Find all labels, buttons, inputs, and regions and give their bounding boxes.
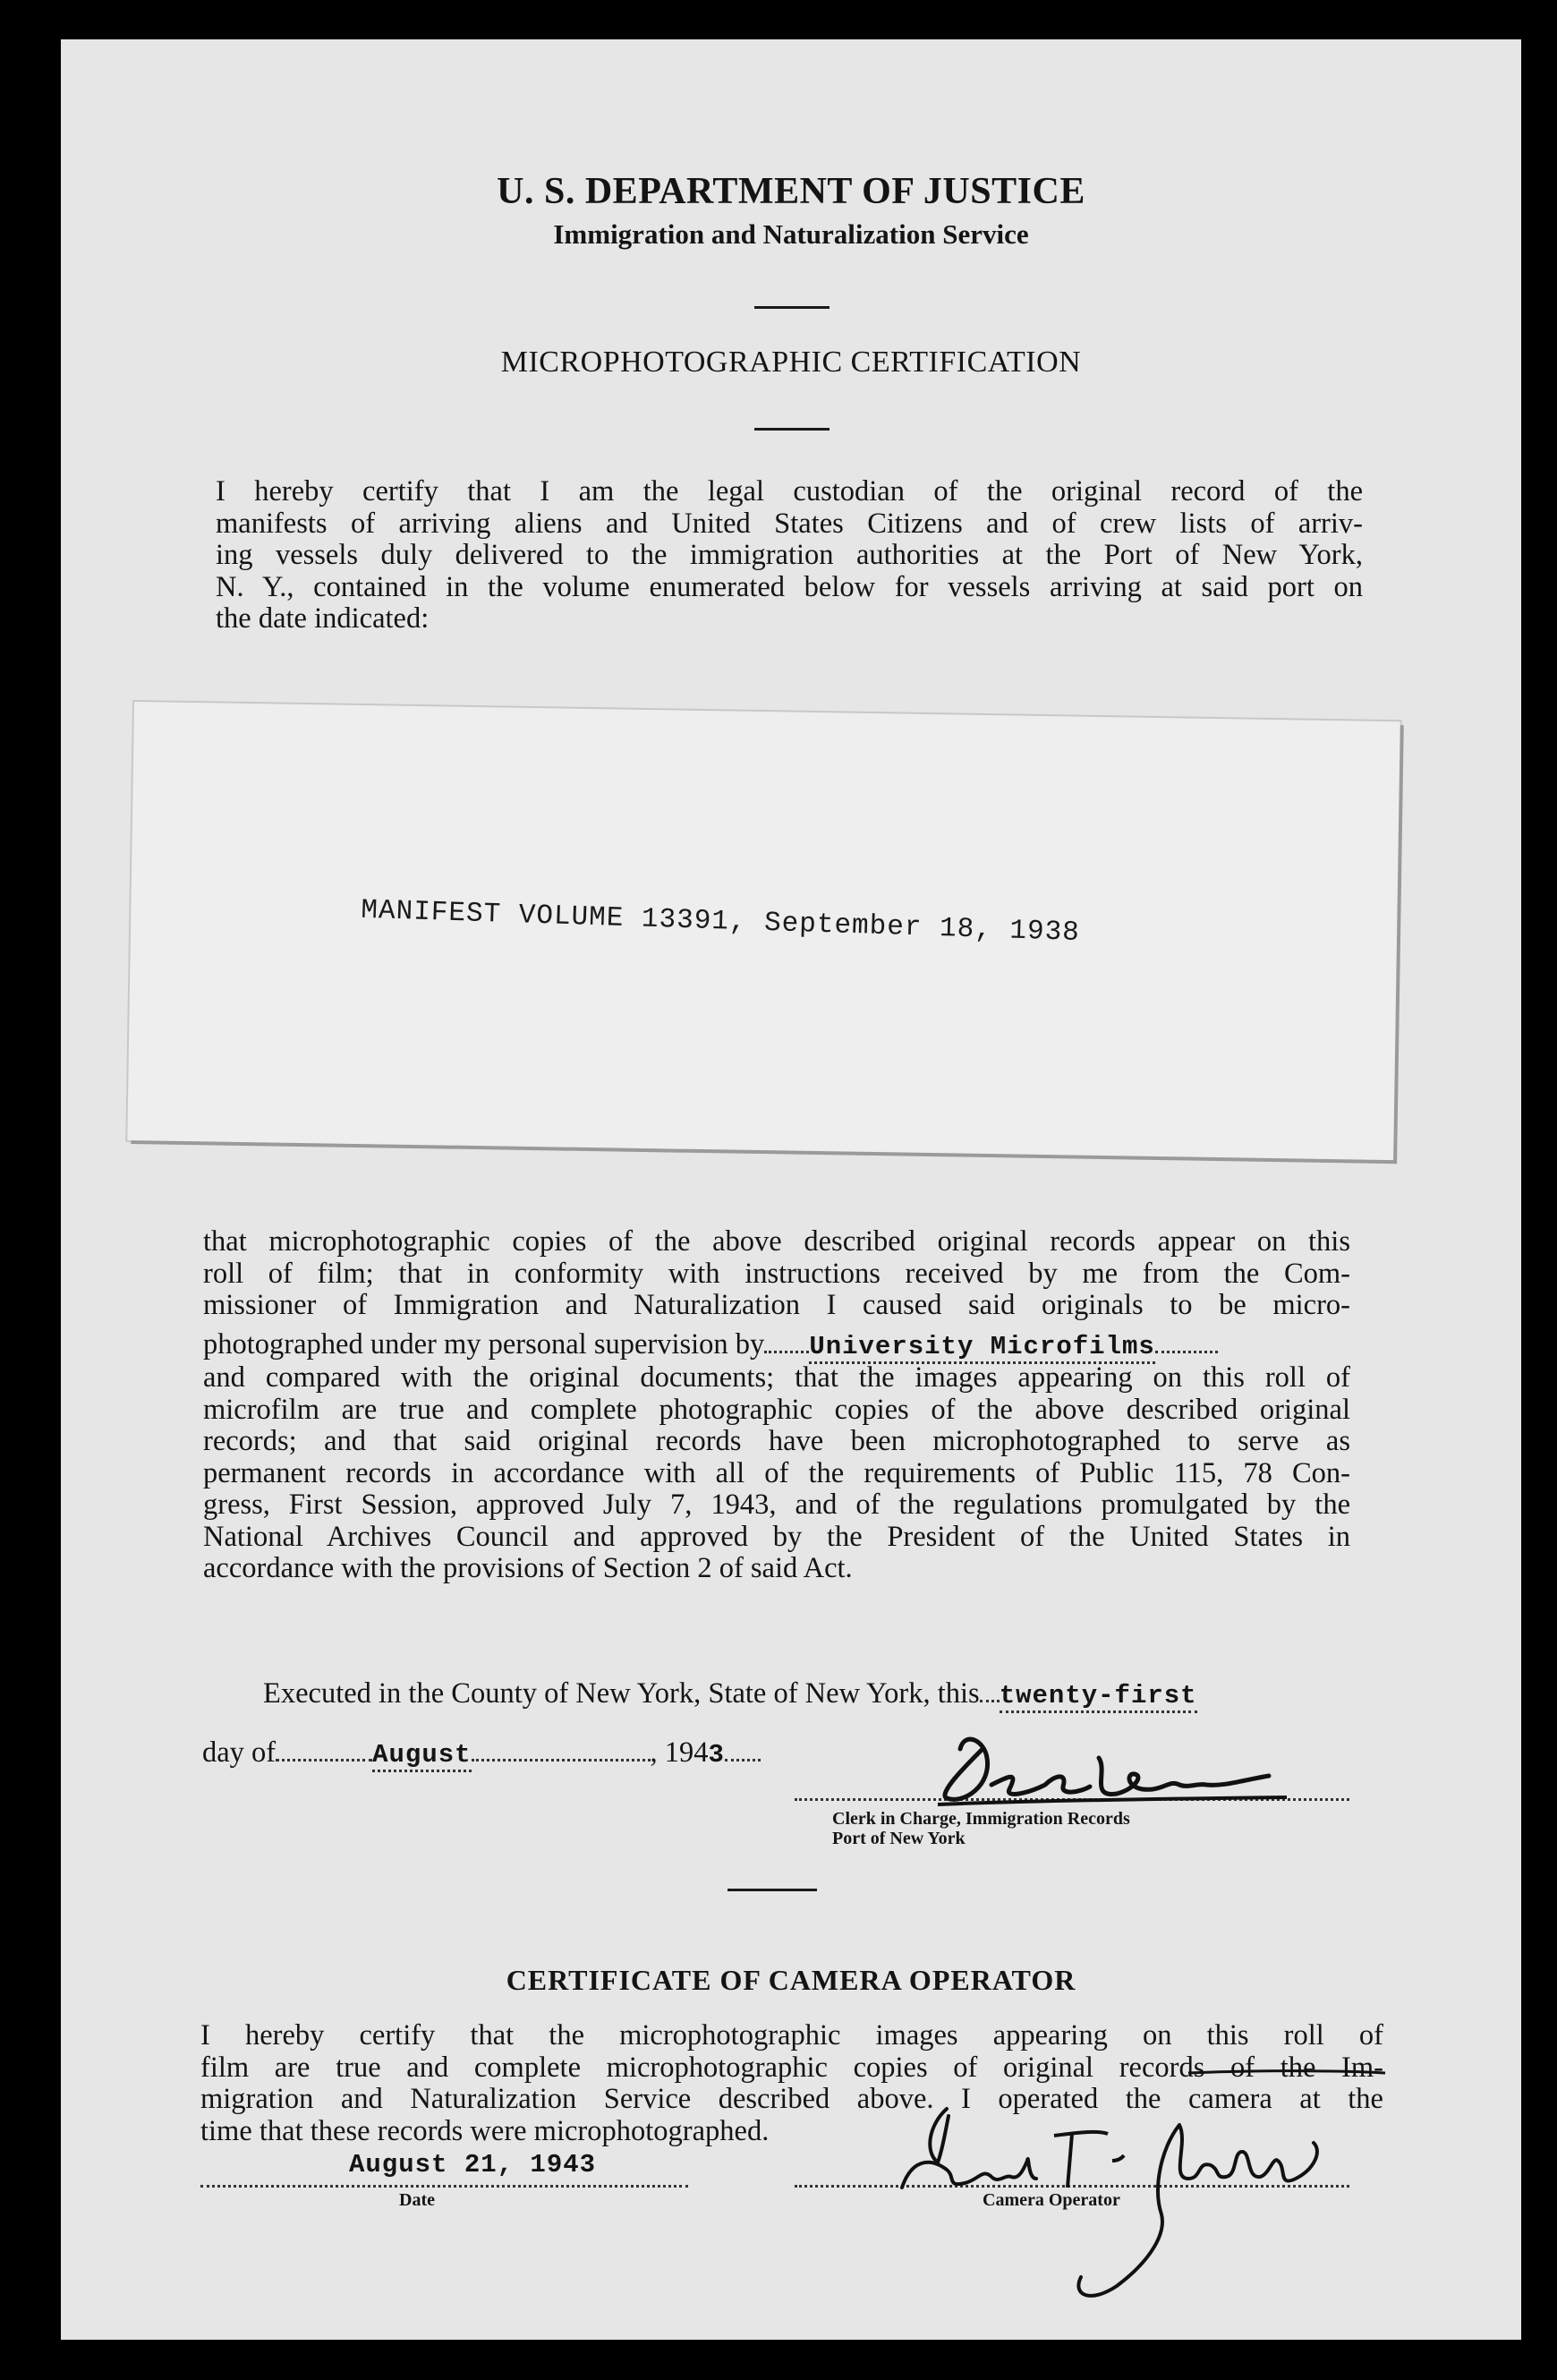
camera-operator-label: Camera Operator (983, 2190, 1120, 2210)
execution-year-digit: 3 (708, 1740, 725, 1770)
body-line: gress, First Session, approved July 7, 1943, and of the regulations promulgated by the (203, 1489, 1350, 1521)
body-line: missioner of Immigration and Naturalization I caused said originals to be micro- (203, 1289, 1350, 1321)
clerk-signature (911, 1722, 1305, 1821)
intro-line: manifests of arriving aliens and United States Citizens and of crew lists of arriv- (216, 507, 1363, 540)
body-line: National Archives Council and approved by the President of the United States in (203, 1520, 1350, 1553)
department-title: U. S. DEPARTMENT OF JUSTICE (497, 171, 1085, 212)
fill-dots (725, 1759, 761, 1762)
body-line: microfilm are true and complete photographic copies of the above described original (203, 1393, 1350, 1426)
clerk-title-line: Port of New York (832, 1829, 966, 1848)
fill-dots (1155, 1351, 1218, 1353)
filmed-by-value: University Microfilms (809, 1332, 1154, 1364)
execution-year-prefix: , 194 (650, 1736, 709, 1769)
service-subtitle: Immigration and Naturalization Service (553, 218, 1029, 250)
supervision-line (203, 1329, 1350, 1363)
manifest-volume-text: MANIFEST VOLUME 13391, September 18, 1938 (360, 894, 1081, 949)
document-header (61, 170, 1521, 251)
camera-line: I hereby certify that the microphotographic images appearing on this roll of (200, 2019, 1383, 2052)
certification-title: MICROPHOTOGRAPHIC CERTIFICATION (500, 345, 1082, 379)
execution-month: August (372, 1740, 471, 1772)
body-line: accordance with the provisions of Section 2 of said Act. (203, 1552, 853, 1584)
day-of-label: day of (202, 1736, 277, 1769)
intro-line: the date indicated: (216, 602, 430, 635)
execution-prefix: Executed in the County of New York, State of New York, this (263, 1677, 980, 1710)
fill-dots (980, 1700, 1000, 1702)
camera-date-value: August 21, 1943 (349, 2150, 597, 2180)
camera-line: film are true and complete microphotographic copies of original records of the Im- (200, 2051, 1383, 2084)
divider-bottom (727, 1889, 817, 1891)
day-of-line (202, 1736, 761, 1770)
body-line: roll of film; that in conformity with instructions received by me from the Com- (203, 1257, 1350, 1290)
camera-operator-signature (893, 2062, 1394, 2313)
execution-day: twenty-first (1000, 1681, 1197, 1713)
body-line: permanent records in accordance with all of the requirements of Public 115, 78 Con- (203, 1456, 1350, 1489)
divider-middle (754, 428, 830, 431)
body-line: records; and that said original records have been microphotographed to serve as (203, 1425, 1350, 1457)
intro-line: N. Y., contained in the volume enumerated below for vessels arriving at said port on (216, 570, 1363, 603)
supervision-prefix: photographed under my personal supervision by (203, 1327, 765, 1361)
body-line: that microphotographic copies of the above described original records appear on this (203, 1225, 1350, 1258)
camera-certificate-title: CERTIFICATE OF CAMERA OPERATOR (506, 1964, 1076, 1996)
intro-paragraph (216, 476, 1363, 636)
fill-dots (764, 1351, 809, 1353)
certification-body (203, 1226, 1350, 1585)
divider-top (754, 306, 830, 309)
execution-line (263, 1677, 1197, 1710)
date-label: Date (399, 2190, 435, 2210)
clerk-title-line: Clerk in Charge, Immigration Records (832, 1809, 1130, 1829)
date-line (200, 2185, 688, 2188)
intro-line: I hereby certify that I am the legal custodian of the original record of the (216, 475, 1363, 508)
fill-dots (276, 1759, 372, 1762)
manifest-volume-insert (127, 702, 1400, 1160)
clerk-title (832, 1809, 1130, 1848)
document-sheet (61, 39, 1521, 2340)
camera-line: time that these records were microphotographed. (200, 2114, 770, 2147)
intro-line: ing vessels duly delivered to the immigration authorities at the Port of New York, (216, 539, 1363, 571)
camera-line: migration and Naturalization Service described above. I operated the camera at the (200, 2083, 1383, 2115)
fill-dots (472, 1759, 651, 1762)
body-line: and compared with the original documents; that the images appearing on this roll of (203, 1361, 1350, 1394)
